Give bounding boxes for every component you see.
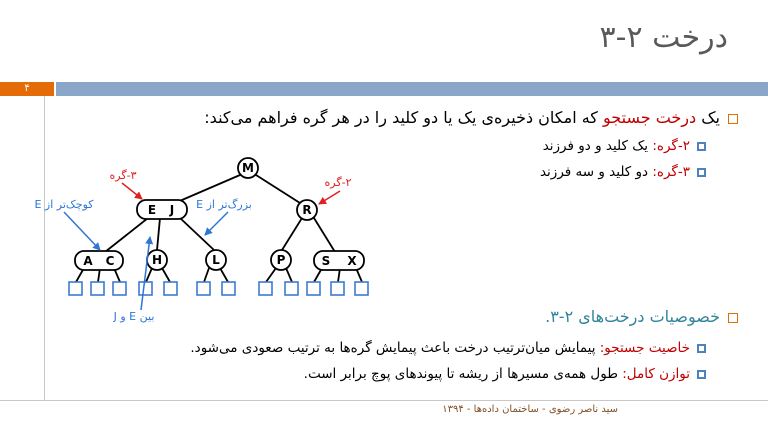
bullet-text: که امکان ذخیره‌ی یک یا دو کلید را در هر گره فراهم می‌کند:: [204, 108, 604, 127]
null-link-box: [69, 282, 82, 295]
slide-title: درخت ۲-۳: [599, 20, 728, 55]
bullet-highlight: درخت جستجو: [603, 108, 697, 127]
arrow-between-e-j: [141, 237, 150, 310]
sub-bullet-text: یک کلید و دو فرزند: [542, 138, 653, 154]
sub-bullet-text: پیمایش میان‌ترتیب درخت باعث پیمایش گره‌ها به ترتیب صعودی می‌شود.: [190, 340, 600, 356]
key-s: S: [321, 254, 331, 268]
sub-bullet-highlight: خاصیت جستجو:: [599, 340, 690, 356]
key-e: E: [147, 203, 157, 217]
sub-bullet-text: دو کلید و سه فرزند: [539, 164, 653, 180]
null-link-box: [139, 282, 152, 295]
label-larger-than-e: بزرگ‌تر از E: [196, 198, 252, 211]
arrow-two-node: [319, 191, 340, 204]
null-link-box: [164, 282, 177, 295]
null-link-box: [197, 282, 210, 295]
label-two-node: ۲-گره: [324, 176, 352, 189]
arrow-larger-than-e: [205, 212, 228, 235]
label-three-node: ۳-گره: [109, 169, 137, 182]
label-between-e-j: بین E و J: [113, 310, 155, 323]
key-x: X: [347, 254, 357, 268]
null-link-box: [222, 282, 235, 295]
key-c: C: [105, 254, 115, 268]
sub-bullet-highlight: توازن کامل:: [622, 366, 690, 382]
key-h: H: [151, 253, 163, 267]
null-link-box: [285, 282, 298, 295]
footer-divider: [0, 400, 768, 401]
key-j: J: [169, 203, 175, 217]
slide-footer: سید ناصر رضوی - ساختمان داده‌ها - ۱۳۹۴: [442, 404, 618, 415]
null-link-box: [307, 282, 320, 295]
slide-number: ۴: [24, 83, 30, 94]
key-r: R: [302, 203, 312, 217]
bullet-text: یک: [696, 108, 720, 127]
sub-bullet-text: طول همه‌ی مسیرها از ریشه تا پیوندهای پوچ برابر است.: [303, 366, 623, 382]
label-smaller-than-e: کوچک‌تر از E: [34, 198, 94, 211]
null-link-box: [113, 282, 126, 295]
sub-bullet-highlight: ۳-گره:: [652, 164, 690, 180]
node-ac: [75, 251, 123, 270]
null-link-box: [355, 282, 368, 295]
key-a: A: [83, 254, 93, 268]
null-link-box: [91, 282, 104, 295]
key-l: L: [212, 253, 220, 267]
key-p: P: [276, 253, 286, 267]
key-m: M: [242, 161, 254, 175]
null-links: [69, 282, 368, 295]
node-ej: [137, 200, 187, 219]
bullet-text: خصوصیات درخت‌های ۲-۳.: [545, 307, 720, 326]
sub-bullet-highlight: ۲-گره:: [652, 138, 690, 154]
null-link-box: [259, 282, 272, 295]
arrow-three-node: [122, 183, 142, 199]
null-link-box: [331, 282, 344, 295]
arrow-smaller-than-e: [64, 212, 100, 250]
